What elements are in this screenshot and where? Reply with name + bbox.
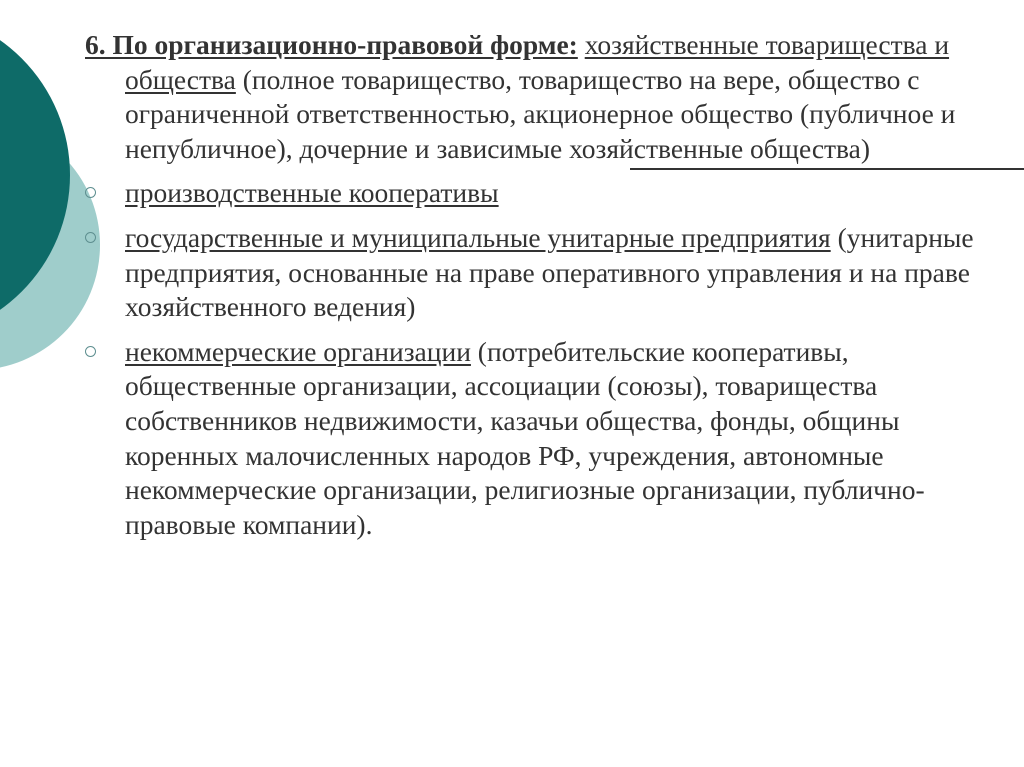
- list-item: [85, 176, 985, 211]
- list-item-link[interactable]: некоммерческие организации: [125, 335, 471, 367]
- hollow-circle-icon: [85, 232, 96, 243]
- list-item-link[interactable]: государственные и муниципальные унитарные предприятия: [125, 221, 831, 253]
- hollow-circle-icon: [85, 346, 96, 357]
- list-item: [85, 221, 985, 325]
- hollow-circle-icon: [85, 187, 96, 198]
- list-item-rest: (унитарные предприятия, основанные на праве оперативного управления и на праве хозяйственного ведения): [125, 221, 974, 323]
- heading-rest: (полное товарищество, товарищество на вере, общество с ограниченной ответственностью, акционерное общество (публичное и непубличное), дочерние и зависимые хозяйственные общества): [125, 63, 956, 164]
- heading-link[interactable]: хозяйственные товарищества и общества: [125, 29, 950, 95]
- slide-content: [85, 28, 985, 542]
- strike-line: [630, 168, 1024, 170]
- list-item-rest: (потребительские кооперативы, общественные организации, ассоциации (союзы), товарищества собственников недвижимости, казачьи общества, фонды, общины коренных малочисленных народов РФ, учреждения, автономные некоммерческие организации, религиозные организации, публично-правовые компании).: [125, 335, 925, 540]
- heading-bold: 6. По организационно-правовой форме:: [85, 29, 578, 60]
- list-item: [85, 335, 985, 543]
- heading-paragraph: [85, 28, 985, 166]
- list-item-link[interactable]: производственные кооперативы: [125, 177, 499, 209]
